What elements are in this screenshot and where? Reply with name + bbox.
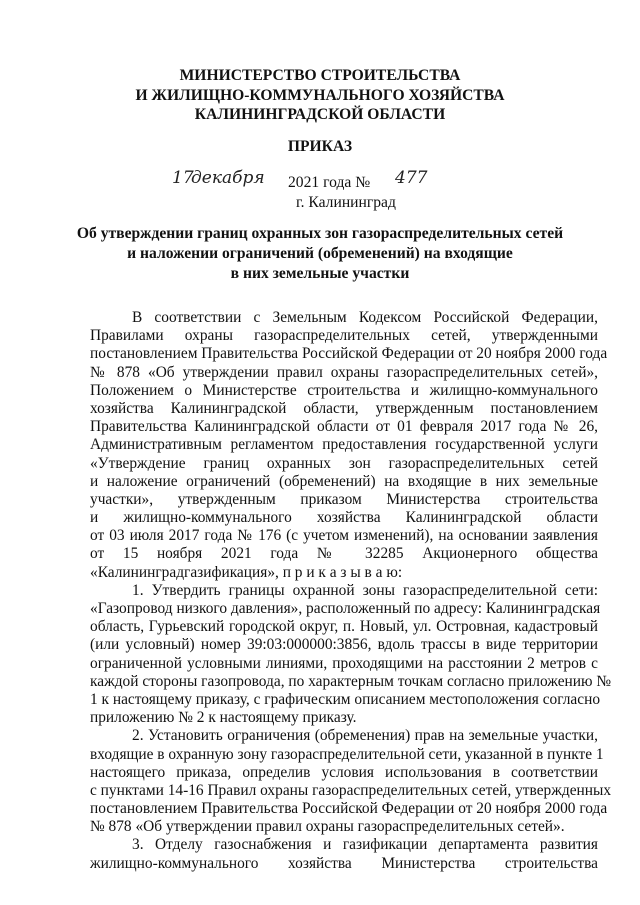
body-line: В соответствии с Земельным Кодексом Российской Федерации, — [132, 309, 598, 326]
paragraph-2-line: настоящего приказа, определив условия использования в соответствии — [90, 763, 598, 781]
paragraph-1-line: приложению № 2 к настоящему приказу. — [90, 709, 357, 727]
paragraph-1-line: каждой стороны газопровода, по характерным точкам согласно приложению № — [90, 672, 612, 690]
paragraph-3-line: 3. Отделу газоснабжения и газификации департамента развития — [132, 836, 598, 854]
ministry-line-2: И ЖИЛИЩНО-КОММУНАЛЬНОГО ХОЗЯЙСТВА — [135, 86, 505, 104]
ministry-header — [0, 66, 640, 125]
body-line: Правительства Калининградской области от 01 февраля 2017 года № 26, — [90, 418, 598, 436]
ministry-line-1: МИНИСТЕРСТВО СТРОИТЕЛЬСТВА — [179, 67, 461, 84]
paragraph-1-line: 1 к настоящему приказу, с графическим описанием местоположения согласно — [90, 690, 601, 708]
body-line: и наложение ограничений (обременений) на входящие в них земельные — [90, 472, 598, 490]
order-year: 2021 года № — [288, 174, 371, 191]
paragraph-1-line: «Газопровод низкого давления», расположенный по адресу: Калининградская — [90, 600, 601, 617]
paragraph-1-line: область, Гурьевский городской округ, п. Новый, ул. Островная, кадастровый — [90, 618, 598, 636]
paragraph-3-line: жилищно-коммунального хозяйства Министерства строительства — [90, 854, 598, 872]
body-line: участки», утвержденным приказом Министерства строительства — [90, 490, 598, 508]
subject-line-3: в них земельные участки — [230, 265, 410, 282]
paragraph-2-line: 2. Установить ограничения (обременения) прав на земельные участки, — [132, 727, 598, 745]
subject-line-1: Об утверждении границ охранных зон газораспределительных сетей — [76, 225, 564, 242]
ministry-line-3: КАЛИНИНГРАДСКОЙ ОБЛАСТИ — [194, 106, 446, 123]
paragraph-2-line: с пунктами 14-16 Правил охраны газораспределительных сетей, утвержденных — [90, 781, 612, 799]
body-line: от 15 ноября 2021 года № 32285 Акционерного общества — [90, 545, 598, 563]
body-line: хозяйства Калининградской области, утвержденным постановлением — [90, 399, 598, 417]
body-line: Правилами охраны газораспределительных сетей, утвержденными — [90, 327, 598, 345]
paragraph-1-line: ограниченной условными линиями, проходящими на расстоянии 2 метров с — [90, 654, 598, 672]
order-subject — [0, 224, 640, 284]
subject-line-2: и наложении ограничений (обременений) на входящие — [127, 245, 513, 262]
body-line: и жилищно-коммунального хозяйства Калининградской области — [90, 509, 598, 527]
handwritten-month: декабря — [191, 168, 265, 188]
body-line: № 878 «Об утверждении правил охраны газораспределительных сетей», — [90, 363, 598, 381]
handwritten-day: 17 — [172, 168, 194, 188]
body-line: постановлением Правительства Российской Федерации от 20 ноября 2000 года — [90, 345, 608, 363]
body-line: «Калининградгазификация», п р и к а з ы в а ю: — [90, 563, 403, 581]
paragraph-1-line: 1. Утвердить границы охранной зоны газораспределительной сети: — [132, 581, 598, 599]
paragraph-2-line: входящие в охранную зону газораспределительной сети, указанной в пункте 1 — [90, 745, 604, 763]
order-city: г. Калининград — [296, 194, 396, 211]
paragraph-2-line: постановлением Правительства Российской Федерации от 20 ноября 2000 года — [90, 800, 608, 818]
paragraph-2-line: № 878 «Об утверждении правил охраны газораспределительных сетей». — [90, 818, 565, 836]
body-line: «Утверждение границ охранных зон газораспределительных сетей — [90, 454, 598, 472]
body-line: Административным регламентом предоставления государственной услуги — [90, 436, 598, 454]
order-body — [90, 309, 612, 873]
paragraph-1-line: (или условный) номер 39:03:000000:3856, вдоль трассы в виде территории — [90, 636, 598, 654]
body-line: Положением о Министерстве строительства и жилищно-коммунального — [90, 381, 598, 399]
order-title: ПРИКАЗ — [287, 138, 353, 155]
handwritten-order-number: 477 — [395, 168, 428, 188]
body-line: от 03 июля 2017 года № 176 (с учетом изменений), на основании заявления — [90, 527, 598, 545]
